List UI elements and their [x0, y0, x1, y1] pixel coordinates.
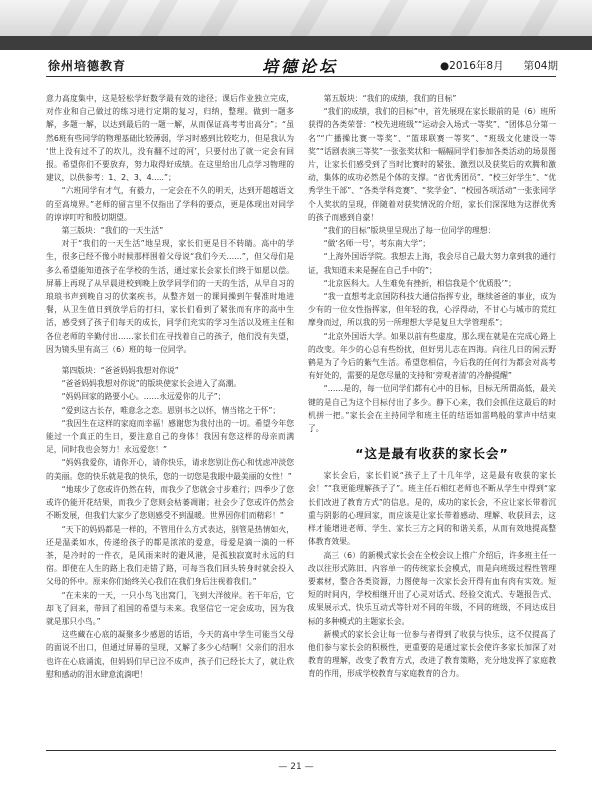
banner-dark-band: [0, 36, 592, 50]
paragraph: “我一直想考北京国防科技大通信指挥专业，继续爸爸的事业，成为少有的一位女性指挥家，但年轻的我，心浮得动，不甘心与城市的荒红摩身而过，所以我的另一所理想大学是复旦大学管理系”；: [308, 292, 556, 328]
paragraph: 这些藏在心底的凝聚多少感恩的话语，今天的高中学生可能当父母的面说不出口，但通过屏幕的呈现，又解了多少心结啊！父亲们的泪水也许在心底涌流，但妈妈们早已泣不成声，孩子们已经长大了，就让欣慰和感动的泪水肆意流淌吧！: [46, 630, 294, 679]
paragraph: “妈妈我爱你，请你开心，请你快乐，请求您别让伤心和忧虑冲淡您的美丽。您的快乐就是我的快乐，您的一切您是我眼中最美丽的女性！”: [46, 458, 294, 481]
page-header: [0, 54, 592, 76]
paragraph: “我因生在这样的家庭而幸福！感谢您为我付出的一切。希望今年您能过一个真正的生日，要注意自己的身体！我因有您这样的母亲而满足，同时我也会努力！永远爱您！”: [46, 418, 294, 455]
top-banner: [0, 0, 592, 50]
paragraph: “北京医科大。人生难免有挫折，相信我是个‘优质股’”；: [323, 278, 516, 288]
paragraph: “……是的，每一位同学们都有心中的目标，目标无所谓高低，最关键的是自己为这个目标付出了多少。静下心来，我们会抓住这最后的时机拼一把。”家长会在主持同学和班主任的结语如雷鸣般的掌声中结束了。: [308, 384, 556, 434]
paragraph: “爱到这古长存，唯意念之恋。恩别书之以怀，情当铭之于怀”；: [61, 405, 281, 415]
issue-number: 第04期: [523, 60, 558, 72]
issue-date: ●2016年8月: [440, 60, 504, 72]
paragraph: 高三（6）的新模式家长会在全校会议上推广介绍后，许多班主任一改以往形式陈旧、内容单一的传统家长会模式，而是向班级过程性管理要素材，整合各类资源，力图使每一次家长会开得有血有肉有实效。短短的时间内，学校相继开出了心灵对话式、经验交流式、专题报告式、成果展示式、快乐互动式等针对不同的年级，不同的班级，不同达成目标的多种模式的主题家长会。: [308, 550, 556, 626]
paragraph: “天下的妈妈都是一样的，不管用什么方式表达，别管是热情如火，还是温柔如水，传递给孩子的都是浓浓的爱意，母爱是滴一滴的一杯茶，是冷时的一件衣，是风雨来时的避风港，是孤独寂寞时永远的归宿。即使在人生的路上我们走错了路，可每当我们回头转身时就会投入父母的怀中。原来你们始终关心我们在我们身后注视着我们。”: [46, 524, 294, 587]
section-heading: 第四版块：“爸爸妈妈我想对你说”: [61, 366, 179, 376]
paragraph: “做‘名师一号’，考东南大学”；: [323, 239, 431, 249]
paragraph: “我们的目标”版块里呈现出了每一位同学的理想：: [323, 226, 496, 236]
section-heading: 第五版块：“我们的成绩，我们的目标”: [323, 94, 457, 103]
paragraph: “爸爸妈妈我想对你说”的版块使家长会进入了高潮。: [61, 379, 242, 389]
paragraph: “六班同学有才气，有毅力，一定会在不久的明天，达到开超越语文的至高境界。”老师的留言里不仅指出了学科的要点，更是体现出对同学的谆谆叮咛和殷切期望。: [46, 186, 294, 222]
paragraph: “我们的成绩，我们的目标”中，首先展现在家长眼前的是（6）班所获得的各类荣誉：“校先进班级”“运动会入场式一等奖”、“团体总分第一名”“广播操比赛一等奖”、“篮球联赛一等奖”、“班级文化建设一等奖”“话剧表演三等奖”一张张奖状和一幅幅同学们参加各类活动的场景图片，让家长们感受到了当时比赛时的紧张、激烈以及获奖后的欢腾和激动，集体的成功必然是个体的支撑。“省优秀团员”、“校三好学生”、“优秀学生干部”、“各类学科竞赛”、“奖学金”、“校园各项活动”一张张同学个人奖状的呈现，伴随着对获奖情况的介绍，家长们深深地为这群优秀的孩子而感到自豪！: [308, 107, 556, 222]
paragraph: 家长会后，家长们说“孩子上了十几年学，这是最有收获的家长会！”“我更能理解孩子了”。班主任石相红老师也不断从学生中得到“家长们改进了教育方式”的信息。是的，成功的家长会，不应让家长带着沉重与阴影的心理回家，而应该是让家长带着感动、理解、收获回去，这样才能增进老师、学生、家长三方之间的和谐关系，从而有效地提高整体教育效果。: [308, 471, 556, 547]
right-column: [308, 92, 556, 681]
paragraph: “妈妈回家的路要小心。……永远爱你的儿子”；: [61, 392, 226, 402]
footer-rule: [46, 750, 556, 751]
paragraph: “北京外国语大学。如果以前有些虚度，那么现在就是在完成心路上的改变。年少的心总有些纷扰，但好男儿志在四海。向往几日的闲云野鹤是为了今后的紫气生活。希望您相信，今后我的任何行为都会对高考有好处的，需要的是您尽量的支持和‘旁观者清’的冷静提醒”: [308, 331, 556, 381]
banner-gradient: [0, 0, 592, 36]
paragraph: 对于“我们的一天生活”地呈现，家长们更是目不转睛。高中的学生，很多已经不像小时候那样围着父母说“我们今天……”，但父母们是多么希望能知道孩子在学校的生活，通过家长会家长们终于如愿以偿。屏幕上再现了从早晨进校到晚上放学同学们的一天的生活，从早自习的琅琅书声到晚自习的伏案疾书，从整齐划一的课间操到午餐准时地进餐，从卫生值日到放学后的打扫，家长们看到了紧张而有序的高中生活，感受到了孩子们每天的成长，同学们充实的学习生活以及班主任和各位老师的辛勤付出……家长们在寻找着自己的孩子，他们没有失望，因为镜头里有高三（6）班的每一位同学。: [46, 239, 294, 354]
issue-info: [440, 58, 558, 73]
page-number: — 21 —: [278, 762, 314, 772]
article-title: “这是最有收获的家长会”: [355, 446, 509, 462]
header-rule: [46, 76, 556, 77]
left-column: [46, 92, 294, 681]
paragraph: “在未来的一天，一只小鸟飞出窝门，飞到大洋彼岸。若干年后，它却飞了回来，带回了祖国的希望与未来。我坚信它一定会成功，因为我就是那只小鸟。”: [46, 590, 294, 626]
column-brand: 培德论坛: [262, 57, 339, 76]
publication-name: 徐州培德教育: [48, 59, 127, 73]
paragraph: 意力高度集中，这是轻松学好数学最有效的途径；课后作业独立完成，对作业和自己做过的练习进行定期的复习，归纳，整理。做到一题多解，多题一解，以达到最后的一题一解，从而保证高考考出高分”；“虽然6班有些同学的物理基础比较薄弱，学习时感到比较吃力，但是我认为 ‘世上没有过不了的坎儿，没有翻不过的河’，只要付出了就一定会有回报。希望你们不要放弃，努力取得好成绩。在这里给出几点学习物理的建议，以供参考：1、2、3、4.....”；: [46, 94, 294, 183]
paragraph: 新模式的家长会让每一位参与者得到了收获与快乐，这不仅提高了他们参与家长会的积极性，更重要的是通过家长会使许多家长加深了对教育的理解，改变了教育方式，改进了教育策略，充分地发挥了家庭教育的作用，形成学校教育与家庭教育的合力。: [308, 629, 556, 679]
paragraph: “地球少了您或许仍然在转，而我少了您就会寸步难行；四季少了您或许仍能开花结果，而我少了您则会枯萎凋谢；社会少了您或许仍然会不断发展，但我们大家少了您则感受不到温暖。世界因你们而精彩！”: [46, 484, 294, 521]
section-heading: 第三版块：“我们的一天生活”: [61, 226, 164, 236]
paragraph: “上海外国语学院。我想去上海，我会尽自己最大努力拿到我的通行证，我知道未来是握在自己手中的”；: [308, 252, 556, 275]
